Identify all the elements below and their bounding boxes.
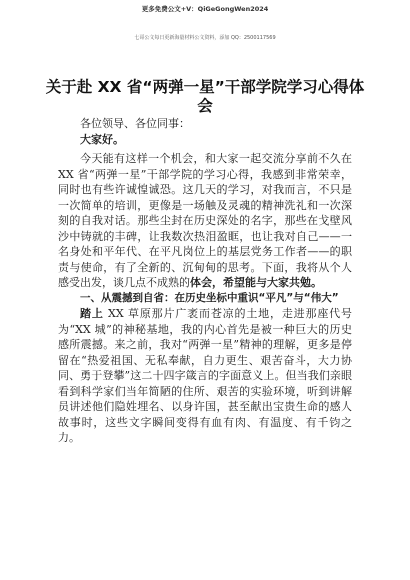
section-lead: 踏上 (80, 307, 104, 320)
section-heading: 一、从震撼到自省：在历史坐标中重识“平凡”与“伟大” (80, 291, 339, 304)
notice-header: 七哥公文每日更新海量材料公文资料，添加 QQ：2500117569 (134, 35, 276, 41)
intro-paragraph (58, 151, 352, 291)
document-title: 关于赴 XX 省“两弹一星”干部学院学习心得体会 (45, 78, 365, 115)
promo-header: 更多免费公文+V：QiGeGongWen2024 (141, 5, 269, 13)
intro-paragraph-bold: 体会，希望能与大家共勉。 (190, 276, 322, 289)
document-body (58, 116, 352, 446)
greeting: 大家好。 (80, 132, 124, 146)
salutation: 各位领导、各位同事： (80, 117, 190, 130)
section-paragraph (58, 306, 352, 446)
intro-paragraph-text: 今天能有这样一个机会，和大家一起交流分享前不久在 XX 省“两弹一星”干部学院的学习心得，我感到非常荣幸，同时也有些许诚惶诚恐。这几天的学习，对我而言，不只是一次简单的培训，更像是一场触及灵魂的精神洗礼和一次深刻的自我对话。那些尘封在历史深处的名字，那些在戈壁风沙中铸就的丰碑，让我数次热泪盈眶，也让我对自己——一名身处和平年代、在平凡岗位上的基层党务工作者——的职责与使命，有了全新的、沉甸甸的思考。下面，我将从个人感受出发，谈几点不成熟的 (58, 152, 352, 289)
section-paragraph-text: XX 草原那片广袤而苍凉的土地，走进那座代号为“XX 城”的神秘基地，我的内心首先是被一种巨大的历史感所震撼。来之前，我对“两弹一星”精神的理解，更多是停留在“热爱祖国、无私奉献，自力更生、艰苦奋斗，大力协同、勇于登攀”这二十四字箴言的字面意义上。但当我们亲眼看到科学家们当年简陋的住所、艰苦的实验环境，听到讲解员讲述他们隐姓埋名、以身许国，甚至献出宝贵生命的感人故事时，这些文字瞬间变得有血有肉、有温度、有千钧之力。 (58, 307, 353, 444)
